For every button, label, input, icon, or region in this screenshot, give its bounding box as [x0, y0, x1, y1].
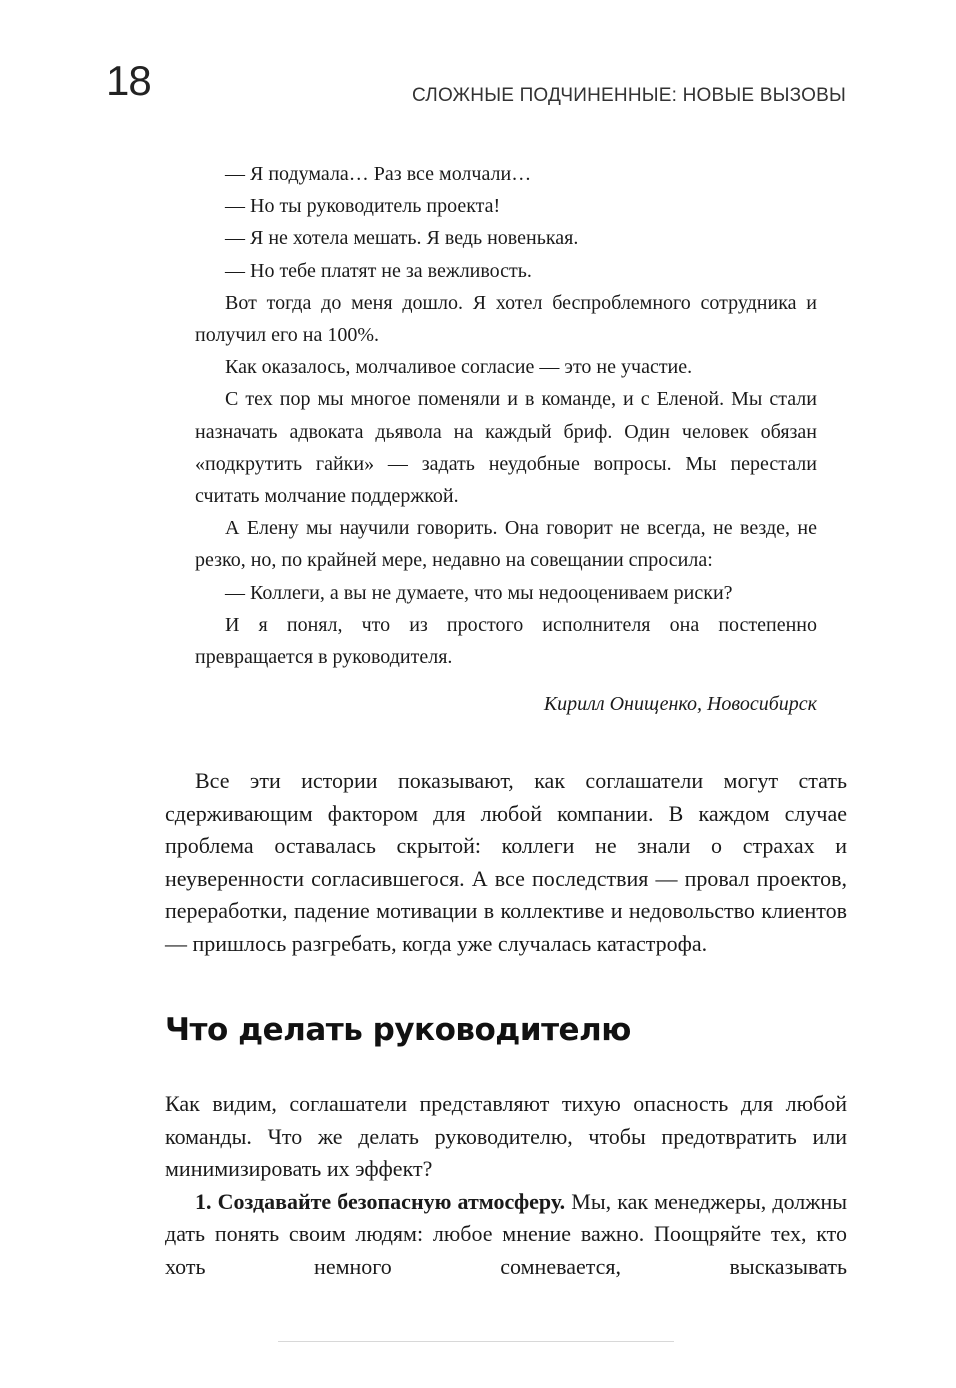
quote-block	[195, 158, 817, 673]
section-point-1	[165, 1186, 847, 1284]
quote-paragraph: Как оказалось, молчаливое согласие — это не участие.	[225, 356, 693, 379]
quote-paragraph: — Коллеги, а вы не думаете, что мы недооцениваем риски?	[225, 581, 733, 604]
point-1-text: Мы, как менеджеры, должны дать понять своим людям: любое мнение важно. Поощряйте тех, кто хоть немного сомневается, высказывать	[165, 1188, 848, 1279]
quote-paragraph: А Елену мы научили говорить. Она говорит не всегда, не везде, не резко, но, по крайней мере, недавно на совещании спросила:	[195, 517, 817, 572]
quote-paragraph: И я понял, что из простого исполнителя она постепенно превращается в руководителя.	[195, 613, 817, 669]
quote-paragraph: — Я не хотела мешать. Я ведь новенькая.	[225, 227, 579, 250]
quote-paragraph: С тех пор мы многое поменяли и в команде, и с Еленой. Мы стали назначать адвоката дьявола на каждый бриф. Один человек обязан «подкрутить гайки» — задать неудобные вопросы. Мы перестали считать молчание поддержкой.	[195, 388, 817, 508]
body-text	[165, 765, 847, 960]
quote-attribution: Кирилл Онищенко, Новосибирск	[543, 693, 817, 715]
section-body	[165, 1088, 847, 1283]
quote-paragraph: — Но ты руководитель проекта!	[225, 195, 501, 218]
quote-paragraph: Вот тогда до меня дошло. Я хотел беспроблемного сотрудника и получил его на 100%.	[195, 291, 817, 347]
running-title: СЛОЖНЫЕ ПОДЧИНЕННЫЕ: НОВЫЕ ВЫЗОВЫ	[412, 85, 846, 106]
page-number: 18	[106, 57, 151, 104]
section-heading: Что делать руководителю	[165, 1012, 631, 1048]
quote-paragraph: — Я подумала… Раз все молчали…	[225, 163, 532, 185]
quote-paragraph: — Но тебе платят не за вежливость.	[225, 259, 532, 282]
section-intro: Как видим, соглашатели представляют тихую опасность для любой команды. Что же делать руководителю, чтобы предотвратить или минимизировать их эффект?	[165, 1091, 847, 1181]
point-1-label: 1. Создавайте безопасную атмосферу.	[195, 1188, 566, 1214]
footer-divider	[278, 1341, 674, 1342]
body-paragraph: Все эти истории показывают, как соглашатели могут стать сдерживающим фактором для любой компании. В каждом случае проблема оставалась скрытой: коллеги не знали о страхах и неуверенности согласившегося. А все последствия — провал проектов, переработки, падение мотивации в коллективе и недовольство клиентов — пришлось разгребать, когда уже случалась катастрофа.	[165, 768, 847, 956]
